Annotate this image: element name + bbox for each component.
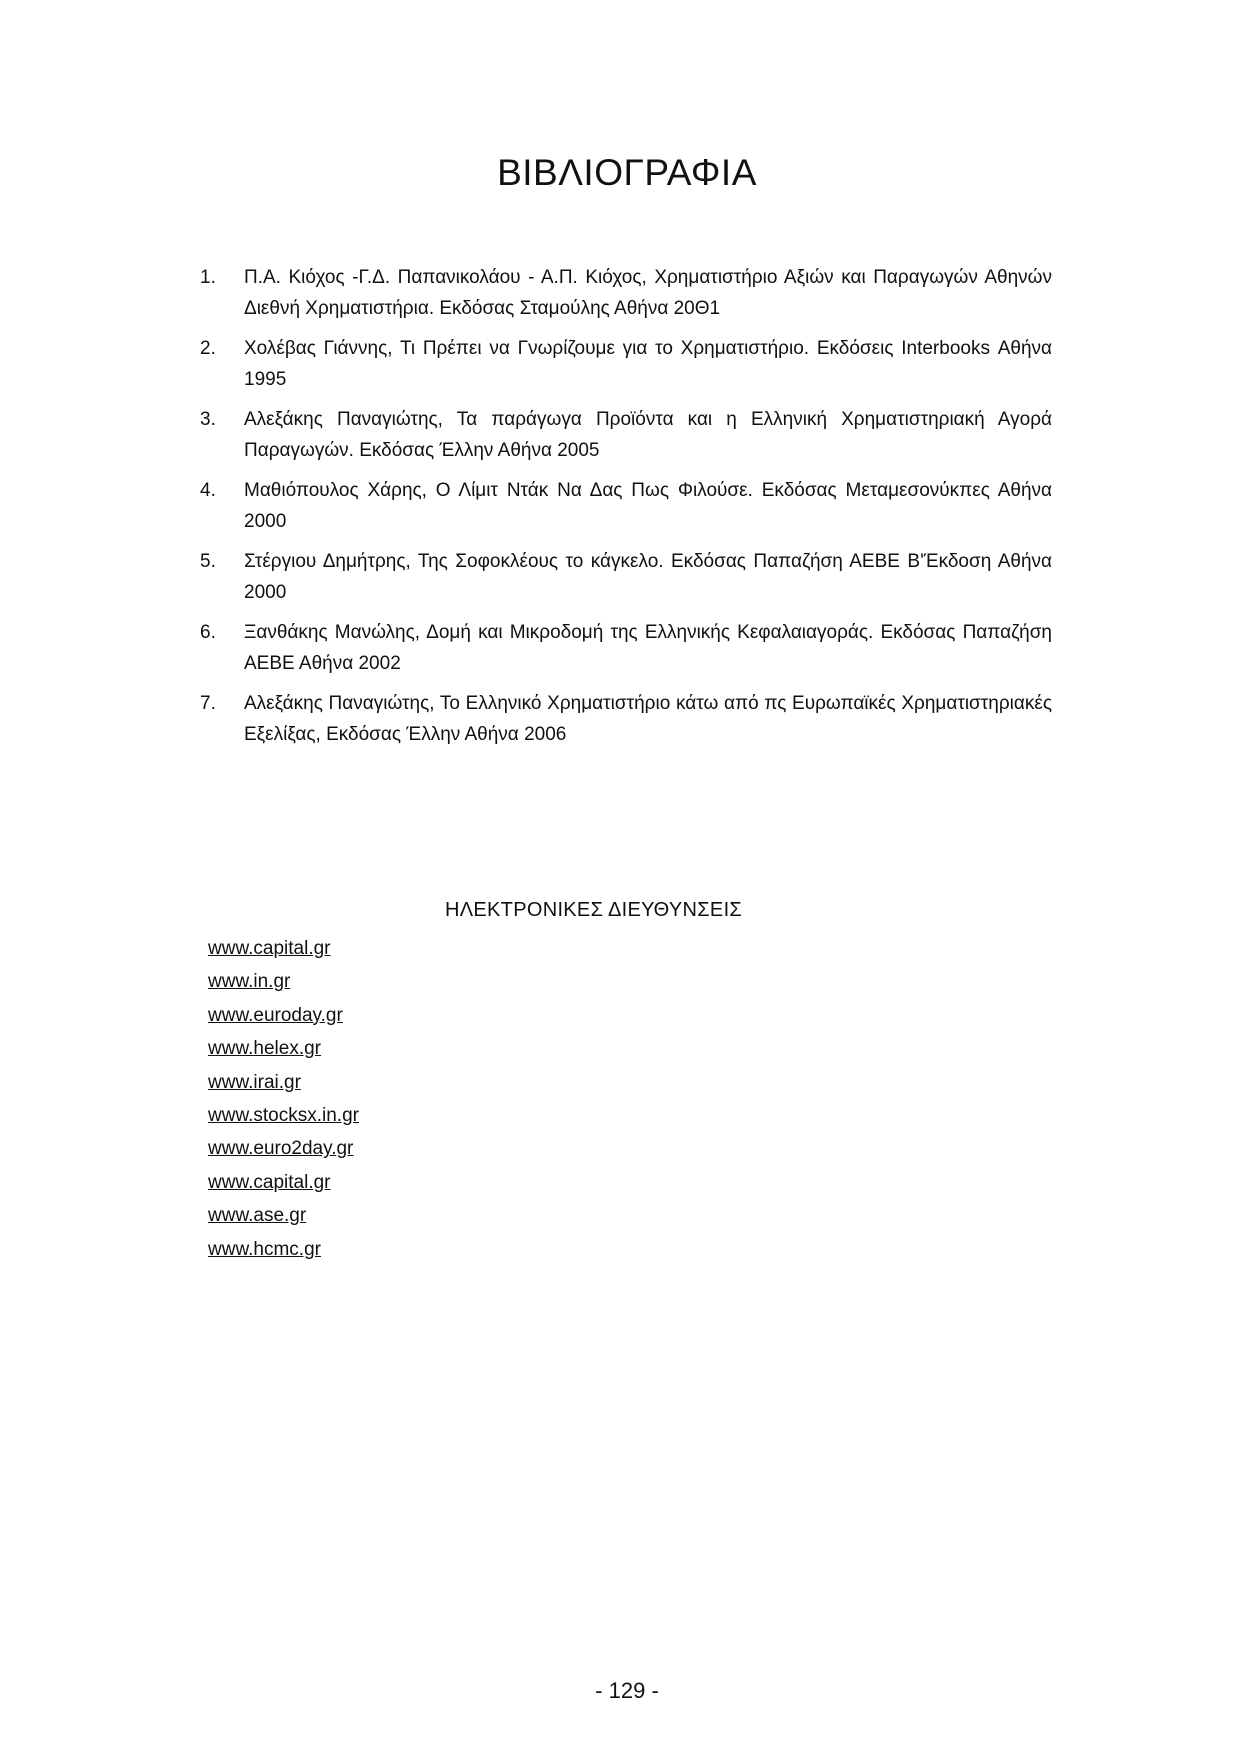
item-number: 2. bbox=[200, 338, 216, 359]
item-number: 1. bbox=[200, 267, 216, 288]
links-list bbox=[208, 932, 359, 1266]
bibliography-item bbox=[200, 688, 1052, 750]
web-link-hcmc[interactable]: www.hcmc.gr bbox=[208, 1238, 321, 1260]
item-number: 5. bbox=[200, 551, 216, 572]
web-link-helex[interactable]: www.helex.gr bbox=[208, 1038, 321, 1060]
web-link-irai[interactable]: www.irai.gr bbox=[208, 1071, 301, 1093]
bibliography-item bbox=[200, 333, 1052, 395]
list-item bbox=[208, 1066, 359, 1099]
bibliography-list bbox=[200, 262, 1052, 759]
bibliography-item bbox=[200, 262, 1052, 324]
item-text: Αλεξάκης Παναγιώτης, Τα παράγωγα Προϊόντα και η Ελληνική Χρηματιστηριακή Αγορά Παραγωγών. Εκδόσας Έλλην Αθήνα 2005 bbox=[244, 409, 1052, 461]
item-text: Μαθιόπουλος Χάρης, Ο Λίμιτ Ντάκ Να Δας Πως Φιλούσε. Εκδόσας Μεταμεσονύκπες Αθήνα 2000 bbox=[244, 480, 1052, 532]
list-item bbox=[208, 1132, 359, 1165]
web-link-euroday[interactable]: www.euroday.gr bbox=[208, 1004, 343, 1026]
bibliography-item bbox=[200, 617, 1052, 679]
bibliography-item bbox=[200, 475, 1052, 537]
bibliography-item bbox=[200, 546, 1052, 608]
list-item bbox=[208, 1233, 359, 1266]
item-text: Χολέβας Γιάννης, Τι Πρέπει να Γνωρίζουμε για το Χρηματιστήριο. Εκδόσεις Interbooks Αθήνα 1995 bbox=[244, 338, 1052, 390]
list-item bbox=[208, 1099, 359, 1132]
page-number: - 129 - bbox=[595, 1678, 659, 1703]
list-item bbox=[208, 1032, 359, 1065]
item-text: Ξανθάκης Μανώλης, Δομή και Μικροδομή της Ελληνικής Κεφαλαιαγοράς. Εκδόσας Παπαζήση ΑΕΒΕ Αθήνα 2002 bbox=[244, 622, 1052, 674]
web-link-capital[interactable]: www.capital.gr bbox=[208, 938, 331, 959]
list-item bbox=[208, 1199, 359, 1232]
item-text: Π.Α. Κιόχος -Γ.Δ. Παπανικολάου - Α.Π. Κιόχος, Χρηματιστήριο Αξιών και Παραγωγών Αθηνών Διεθνή Χρηματιστήρια. Εκδόσας Σταμούλης Αθήνα 20Θ1 bbox=[244, 267, 1052, 319]
item-text: Αλεξάκης Παναγιώτης, Το Ελληνικό Χρηματιστήριο κάτω από πς Ευρωπαϊκές Χρηματιστηριακές Εξελίξας, Εκδόσας Έλλην Αθήνα 2006 bbox=[244, 693, 1052, 745]
page-title: ΒΙΒΛΙΟΓΡΑΦΙΑ bbox=[497, 152, 757, 193]
web-link-in[interactable]: www.in.gr bbox=[208, 971, 291, 993]
item-number: 3. bbox=[200, 409, 216, 430]
links-section-title: ΗΛΕΚΤΡΟΝΙΚΕΣ ΔΙΕΥΘΥΝΣΕΙΣ bbox=[445, 899, 743, 921]
list-item bbox=[208, 1166, 359, 1199]
list-item bbox=[208, 965, 359, 998]
list-item bbox=[208, 932, 359, 965]
item-number: 6. bbox=[200, 622, 216, 643]
list-item bbox=[208, 999, 359, 1032]
item-text: Στέργιου Δημήτρης, Της Σοφοκλέους το κάγκελο. Εκδόσας Παπαζήση ΑΕΒΕ Β'Έκδοση Αθήνα 2000 bbox=[244, 551, 1052, 603]
web-link-capital-2[interactable]: www.capital.gr bbox=[208, 1171, 331, 1193]
item-number: 4. bbox=[200, 480, 216, 501]
item-number: 7. bbox=[200, 693, 216, 714]
web-link-ase[interactable]: www.ase.gr bbox=[208, 1205, 307, 1227]
web-link-euro2day[interactable]: www.euro2day.gr bbox=[208, 1138, 354, 1160]
web-link-stocksx[interactable]: www.stocksx.in.gr bbox=[208, 1105, 359, 1127]
bibliography-item bbox=[200, 404, 1052, 466]
